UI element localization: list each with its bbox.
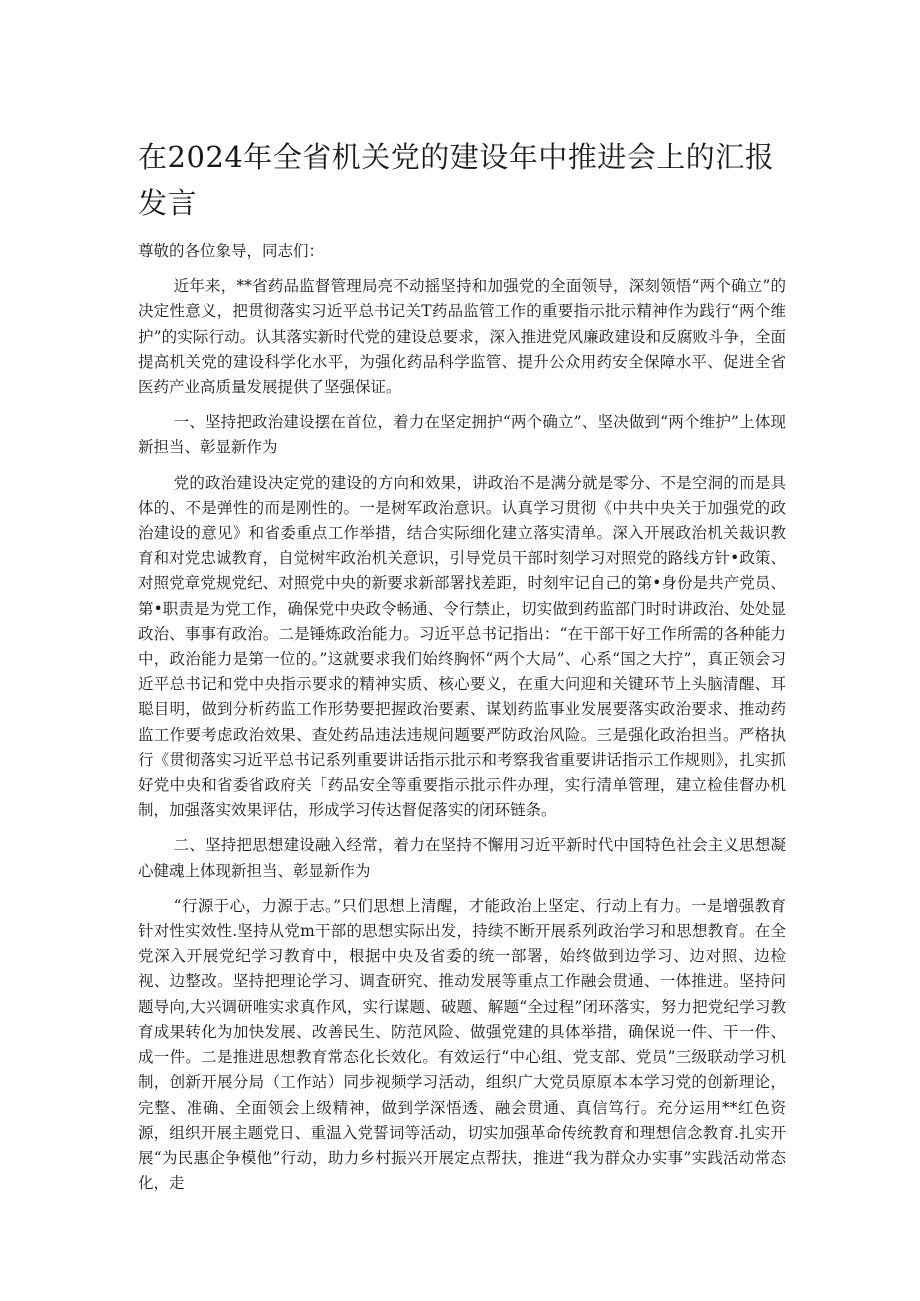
document-body — [138, 239, 786, 1196]
salutation: 尊敬的各位象导，同志们： — [138, 242, 325, 260]
document-title: 在2024年全省机关党的建设年中推进会上的汇报发言 — [138, 140, 775, 220]
section-1-paragraph: 党的政治建设决定党的建设的方向和效果，讲政治不是满分就是零分、不是空洞的而是具体的、不是弹性的而是刚性的。一是树军政治意识。认真学习贯彻《中共中央关于加强党的政治建设的意见》和省委重点工作举措，结合实际细化建立落实清单。深入开展政治机关裁识教育和对党忠诚教育，自觉树牢政治机关意识，引导党员干部时刻学习对照党的路线方针•政策、对照党章党规党纪、对照党中央的新要求新部署找差距，时刻牢记自己的第•身份是共产党员、第•职责是为党工作，确保党中央政令畅通、令行禁止，切实做到药监部门时时讲政治、处处显政治、事事有政治。二是锤炼政治能力。习近平总书记指出：“在干部干好工作所需的各种能力中，政治能力是第一位的。”这就要求我们始终胸怀“两个大局”、心系“国之大拧”，真正领会习近平总书记和党中央指示要求的精神实质、核心要义，在重大问迎和关键环节上头脑清醒、耳聪目明，做到分析药监工作形势要把握政治要素、谋划药监事业发展要落实政治要求、推动药监工作要考虑政治效果、查处药品违法违规问题要严防政治风险。三是强化政治担当。严格执行《贯彻落实习近平总书记系列重要讲话指示批示和考察我省重要讲话指示工作规则》，扎实抓好党中央和省委省政府关「药品安全等重要指示批示件办理，实行清单管理，建立检佳督办机制，加强落实效果评估，形成学习传达督促落实的闭环链条。 — [138, 473, 786, 820]
section-heading-1: 一、坚持把政治建设摆在首位，着力在坚定拥护“两个确立”、坚决做到“两个维护”上体现新担当、彰显新作为 — [138, 413, 786, 457]
intro-paragraph: 近年来，**省药品监督管理局亮不动摇坚持和加强党的全面领导，深刻领悟“两个确立”的决定性意义，把贯彻落实习近平总书记关T药品监管工作的重要指示批示精神作为践行“两个维护”的实际行动。认其落实新时代党的建设总要求，深入推进党风廉政建设和反腐败斗争，全面提高机关党的建设科学化水平，为强化药品科学监管、提升公众用药安全保障水平、促进全省医药产业高质量发展提供了坚强保证。 — [138, 277, 786, 397]
section-heading-2: 二、坚持把思想建设融入经常，着力在坚持不懈用习近平新时代中国特色社会主义思想凝心健魂上体现新担当、彰显新作为 — [138, 836, 786, 880]
section-2-paragraph: “行源于心，力源于志。”只们思想上清醒，才能政治上坚定、行动上有力。一是增强教育针对性实效性.坚持从党m干部的思想实际出发，持续不断开展系列政治学习和思想教育。在全党深入开展党纪学习教育中，根据中央及省委的统一部署，始终做到边学习、边对照、边检视、边整改。坚持把理论学习、调査研究、推动发展等重点工作融会贯通、一体推进。坚持问题导向,大兴调研唯实求真作风，实行谋题、破题、解题“全过程”闭环落实，努力把党纪学习教育成果转化为加快发展、改善民生、防范风险、做强党建的具体举措，确保说一件、干一件、成一件。二是推进思想教育常态化长效化。有效运行“中心组、党支部、党员”三级联动学习机制，创新开展分局（工作站）同步视频学习活动，组织广大党员原原本本学习党的创新理论，完整、准确、全面领会上级精神，做到学深悟透、融会贯通、真信笃行。充分运用**红色资源，组织开展主题党日、重温入党誓词等活动，切实加强革命传统教育和理想信念教育.扎实开展“为民惠企争模他”行动，助力乡村振兴开展定点帮扶，推进“我为群众办实事”实践活动常态化，走 — [138, 896, 786, 1193]
